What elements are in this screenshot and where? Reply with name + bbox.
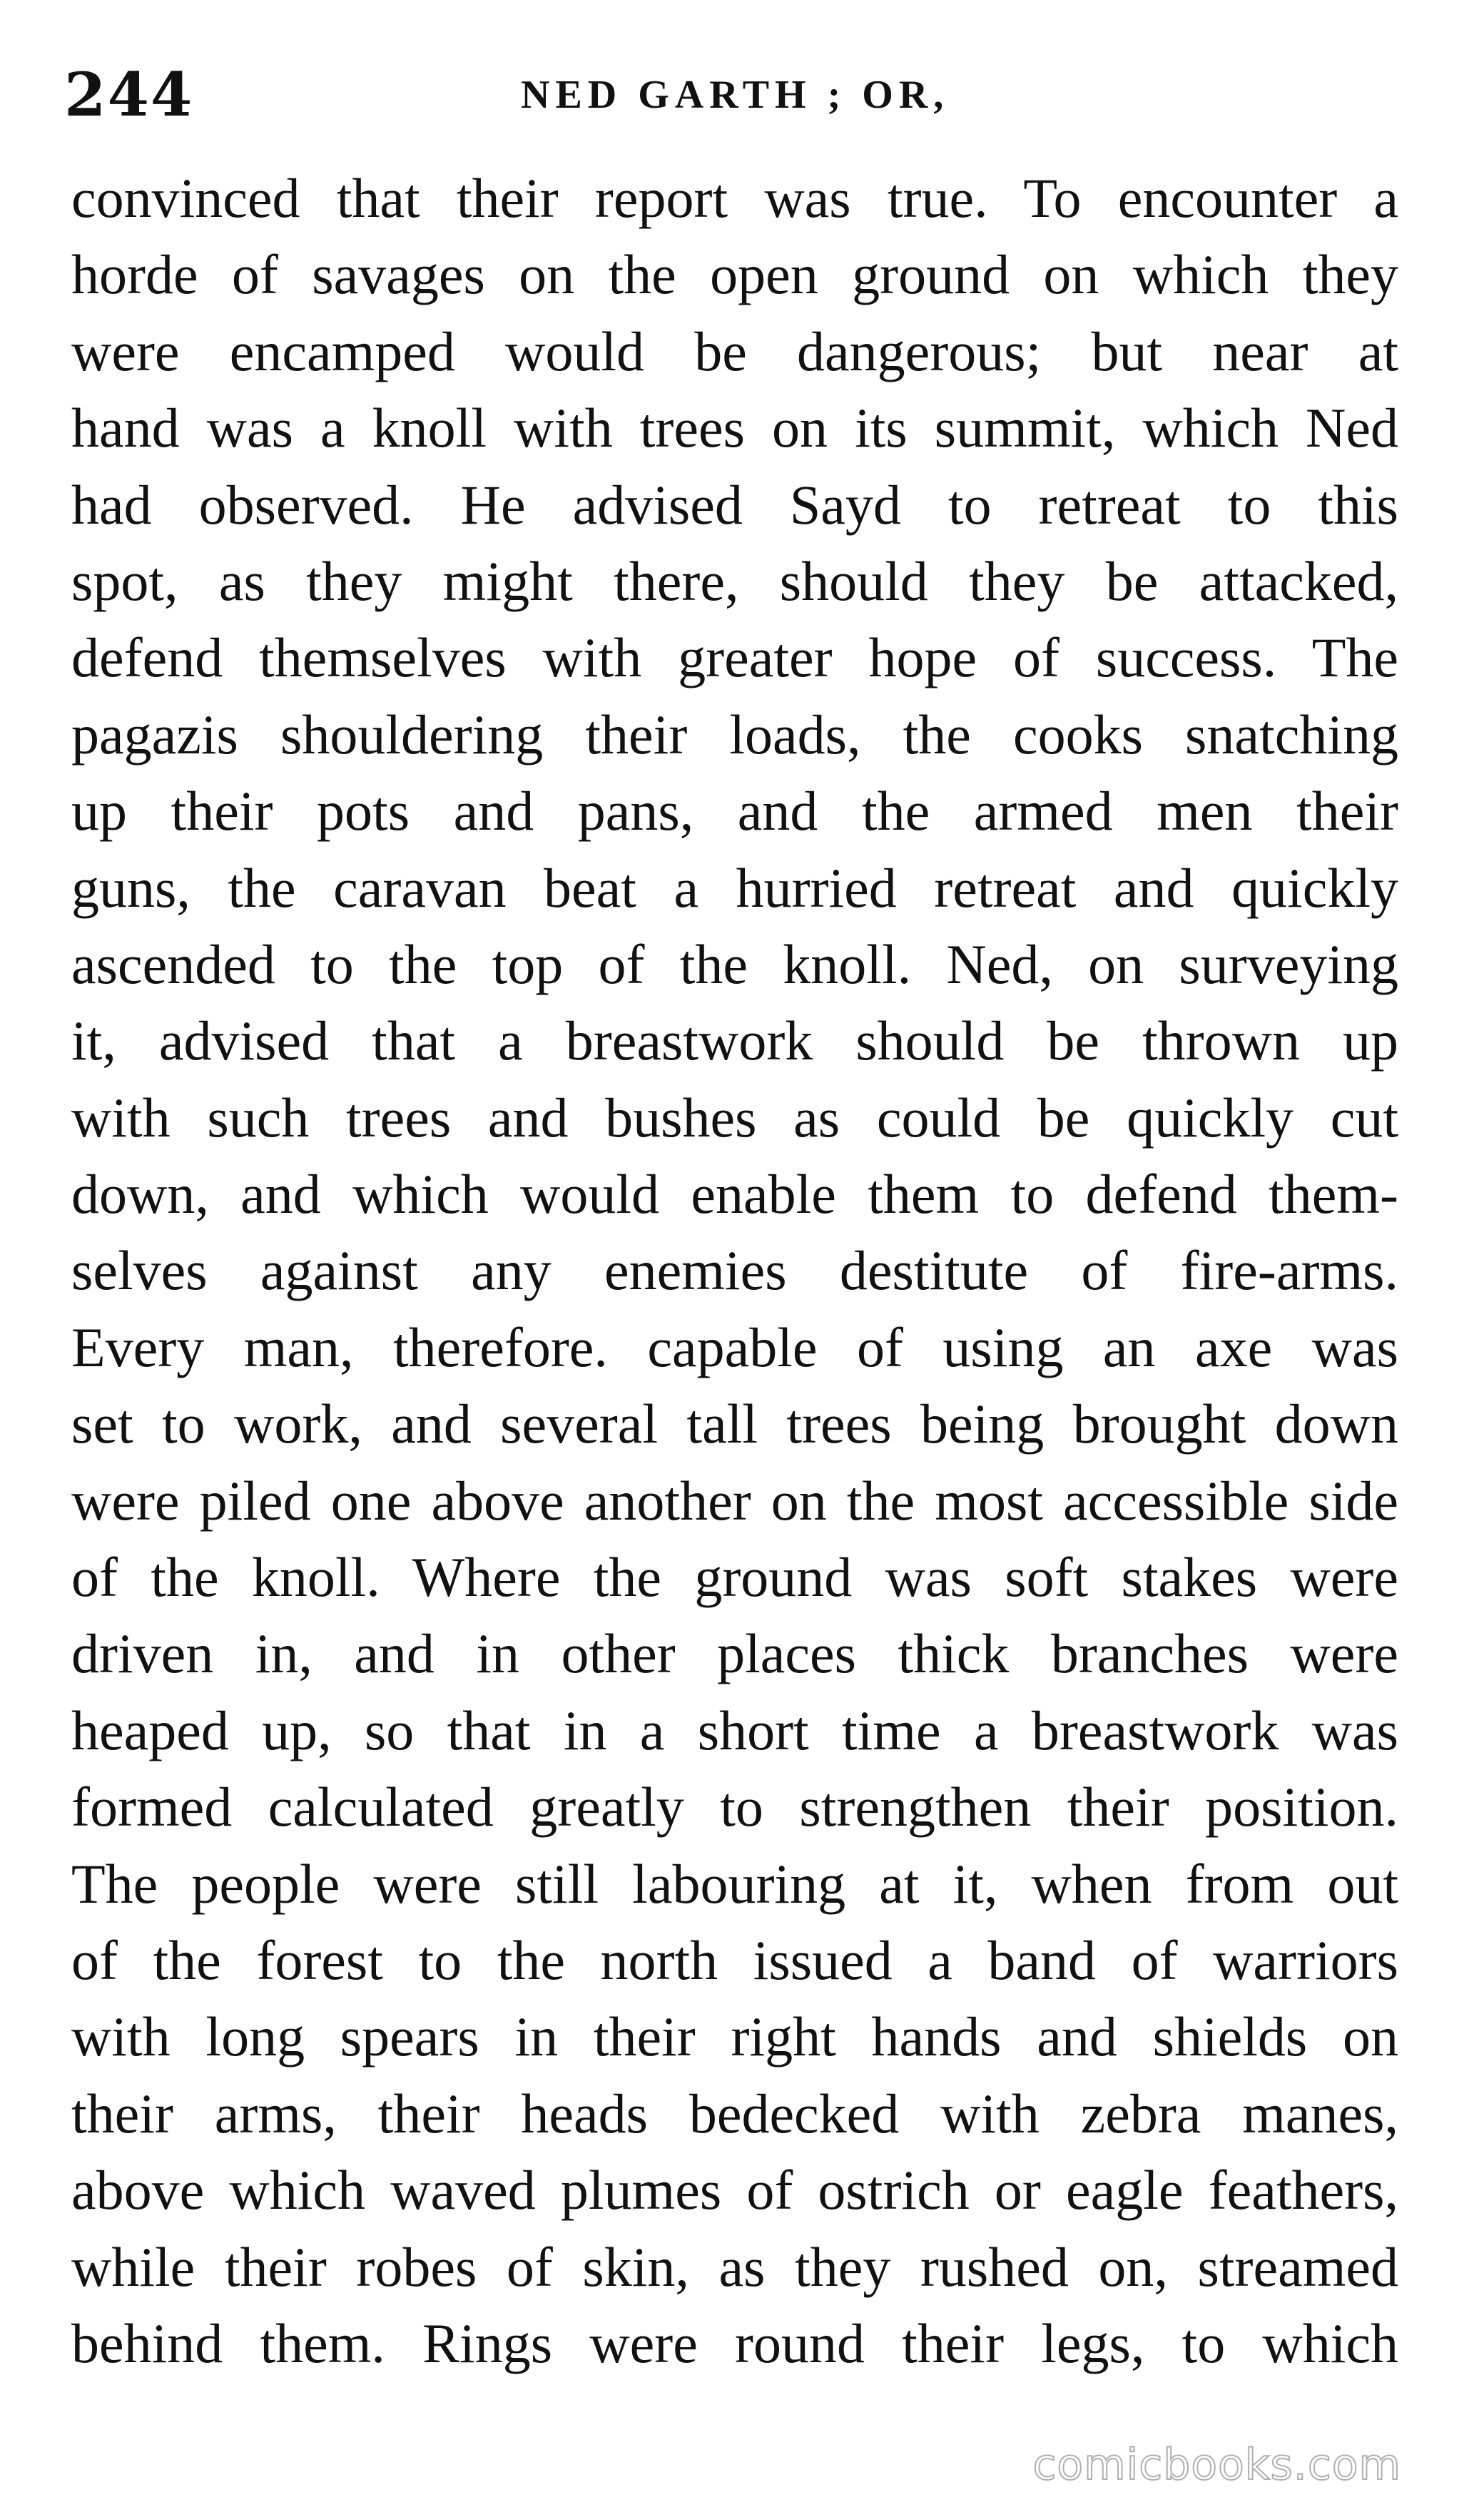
text-line: selves against any enemies destitute of fire-arms. — [71, 1239, 1398, 1302]
text-line: their arms, their heads bedecked with zebra manes, — [71, 2082, 1398, 2145]
text-line: ascended to the top of the knoll. Ned, on surveying — [71, 932, 1398, 995]
text-line: had observed. He advised Sayd to retreat to this — [71, 473, 1398, 536]
text-line: Every man, therefore. capable of using an axe was — [71, 1316, 1398, 1378]
text-line: above which waved plumes of ostrich or eagle feathers, — [71, 2159, 1398, 2222]
text-line: heaped up, so that in a short time a breastwork was — [71, 1699, 1398, 1761]
body-text — [71, 160, 1398, 2381]
text-line: The people were still labouring at it, when from out — [71, 1852, 1398, 1915]
text-line: down, and which would enable them to defend them- — [71, 1163, 1398, 1226]
text-line: pagazis shouldering their loads, the cooks snatching — [71, 703, 1398, 766]
text-line: of the knoll. Where the ground was soft stakes were — [71, 1546, 1398, 1609]
text-line: were encamped would be dangerous; but near at — [71, 320, 1398, 382]
text-line: with such trees and bushes as could be quickly cut — [71, 1086, 1398, 1149]
running-head: NED GARTH ; OR, — [521, 73, 950, 117]
text-line: were piled one above another on the most accessible side — [71, 1469, 1398, 1532]
text-line: of the forest to the north issued a band of warriors — [71, 1928, 1398, 1991]
text-line: guns, the caravan beat a hurried retreat and quickly — [71, 856, 1398, 919]
text-line: spot, as they might there, should they be attacked, — [71, 549, 1398, 612]
text-line: while their robes of skin, as they rushed on, streamed — [71, 2235, 1398, 2298]
page-number: 244 — [64, 59, 194, 130]
text-line: with long spears in their right hands and shields on — [71, 2005, 1398, 2068]
text-line: formed calculated greatly to strengthen their position. — [71, 1776, 1398, 1839]
text-line: up their pots and pans, and the armed men their — [71, 780, 1398, 843]
text-line: convinced that their report was true. To encounter a — [71, 167, 1398, 229]
text-line: driven in, and in other places thick branches were — [71, 1622, 1398, 1685]
page-header — [64, 56, 1420, 141]
text-line: set to work, and several tall trees being brought down — [71, 1393, 1398, 1455]
text-line: hand was a knoll with trees on its summit, which Ned — [71, 397, 1398, 459]
text-line: defend themselves with greater hope of success. The — [71, 626, 1398, 689]
text-line: horde of savages on the open ground on which they — [71, 243, 1398, 306]
text-line: it, advised that a breastwork should be thrown up — [71, 1010, 1398, 1072]
watermark: comicbooks.com — [1032, 2440, 1401, 2490]
text-line: behind them. Rings were round their legs, to which — [71, 2312, 1398, 2374]
